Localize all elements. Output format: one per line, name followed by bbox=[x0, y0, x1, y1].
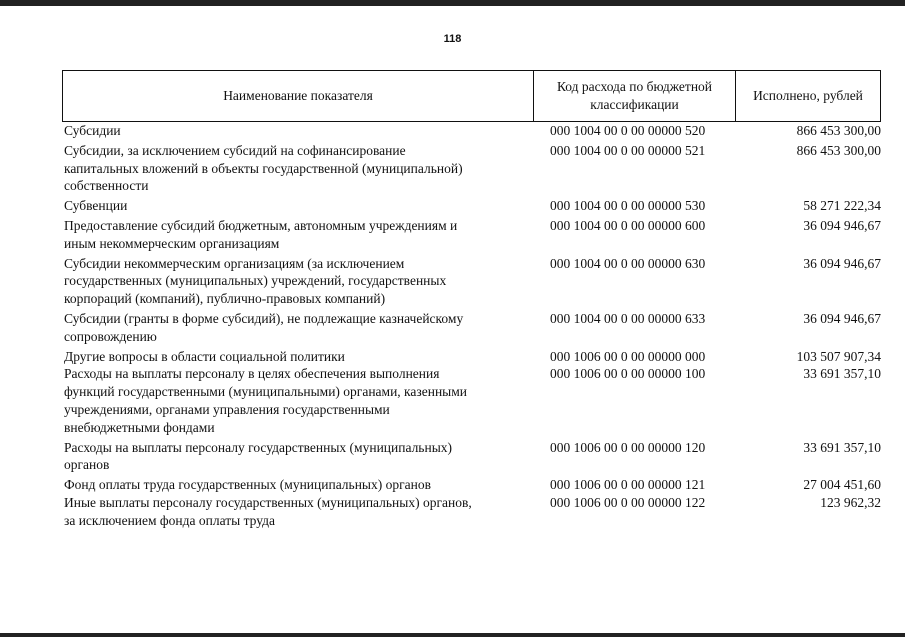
row-executed-amount: 103 507 907,34 bbox=[796, 348, 881, 364]
row-indicator-name-line: капитальных вложений в объекты государственной (муниципальной) bbox=[64, 160, 463, 176]
row-indicator-name bbox=[64, 348, 529, 366]
header-budget-code: Код расхода по бюджетной классификации bbox=[533, 71, 735, 121]
table-header bbox=[62, 70, 881, 122]
row-executed-amount: 33 691 357,10 bbox=[803, 439, 881, 455]
row-indicator-name bbox=[64, 255, 529, 308]
row-indicator-name-line: учреждениями, органами управления государственными bbox=[64, 401, 390, 417]
row-budget-code: 000 1006 00 0 00 00000 000 bbox=[550, 348, 706, 364]
table-row bbox=[62, 255, 881, 310]
page-number: 118 bbox=[443, 33, 462, 45]
table-row bbox=[62, 476, 881, 494]
bottom-border-rule bbox=[0, 633, 905, 637]
row-indicator-name bbox=[64, 142, 529, 195]
row-indicator-name-line: Предоставление субсидий бюджетным, автономным учреждениям и bbox=[64, 217, 458, 233]
table-row bbox=[62, 217, 881, 255]
top-border-rule bbox=[0, 0, 905, 6]
table-row bbox=[62, 122, 881, 142]
row-indicator-name bbox=[64, 494, 529, 530]
row-budget-code: 000 1006 00 0 00 00000 100 bbox=[550, 366, 706, 382]
row-indicator-name-line: за исключением фонда оплаты труда bbox=[64, 512, 275, 528]
row-budget-code: 000 1004 00 0 00 00000 633 bbox=[550, 310, 706, 326]
table-body bbox=[62, 122, 881, 530]
row-indicator-name bbox=[64, 365, 529, 436]
row-indicator-name-line: сопровождению bbox=[64, 328, 157, 344]
header-executed-amount: Исполнено, рублей bbox=[735, 71, 880, 121]
row-indicator-name bbox=[64, 310, 529, 346]
row-executed-amount: 36 094 946,67 bbox=[803, 255, 881, 271]
row-indicator-name-line: Фонд оплаты труда государственных (муниципальных) органов bbox=[64, 477, 431, 493]
table-row bbox=[62, 310, 881, 348]
row-indicator-name-line: Субсидии bbox=[64, 123, 121, 138]
row-budget-code: 000 1004 00 0 00 00000 521 bbox=[550, 142, 706, 158]
row-budget-code: 000 1006 00 0 00 00000 120 bbox=[550, 439, 706, 455]
row-executed-amount: 58 271 222,34 bbox=[803, 198, 881, 214]
row-executed-amount: 36 094 946,67 bbox=[803, 310, 881, 326]
row-indicator-name bbox=[64, 476, 529, 494]
row-indicator-name-line: Субсидии (гранты в форме субсидий), не подлежащие казначейскому bbox=[64, 310, 464, 326]
row-executed-amount: 866 453 300,00 bbox=[796, 123, 881, 138]
row-executed-amount: 123 962,32 bbox=[820, 494, 881, 510]
row-indicator-name bbox=[64, 122, 529, 140]
table-row bbox=[62, 197, 881, 217]
row-executed-amount: 27 004 451,60 bbox=[803, 477, 881, 493]
row-budget-code: 000 1004 00 0 00 00000 600 bbox=[550, 217, 706, 233]
row-executed-amount: 33 691 357,10 bbox=[803, 366, 881, 382]
row-indicator-name-line: иным некоммерческим организациям bbox=[64, 235, 280, 251]
row-indicator-name-line: Другие вопросы в области социальной политики bbox=[64, 348, 345, 364]
row-indicator-name bbox=[64, 439, 529, 475]
row-indicator-name-line: Расходы на выплаты персоналу государственных (муниципальных) bbox=[64, 439, 453, 455]
row-indicator-name-line: государственных (муниципальных) учреждений, государственных bbox=[64, 273, 447, 289]
table-row bbox=[62, 142, 881, 197]
row-budget-code: 000 1004 00 0 00 00000 630 bbox=[550, 255, 706, 271]
row-budget-code: 000 1004 00 0 00 00000 530 bbox=[550, 198, 706, 214]
row-indicator-name-line: Субвенции bbox=[64, 198, 128, 214]
table-row bbox=[62, 348, 881, 366]
row-indicator-name bbox=[64, 217, 529, 253]
row-indicator-name-line: функций государственными (муниципальными) органами, казенными bbox=[64, 384, 468, 400]
row-indicator-name-line: Расходы на выплаты персоналу в целях обеспечения выполнения bbox=[64, 366, 440, 382]
row-executed-amount: 36 094 946,67 bbox=[803, 217, 881, 233]
row-indicator-name bbox=[64, 197, 529, 215]
row-budget-code: 000 1004 00 0 00 00000 520 bbox=[550, 123, 706, 138]
row-budget-code: 000 1006 00 0 00 00000 121 bbox=[550, 477, 706, 493]
row-indicator-name-line: органов bbox=[64, 457, 110, 473]
row-indicator-name-line: Субсидии, за исключением субсидий на софинансирование bbox=[64, 142, 406, 158]
row-indicator-name-line: собственности bbox=[64, 178, 149, 194]
table-row bbox=[62, 439, 881, 477]
table-row bbox=[62, 494, 881, 530]
row-executed-amount: 866 453 300,00 bbox=[796, 142, 881, 158]
row-indicator-name-line: внебюджетными фондами bbox=[64, 419, 215, 435]
header-indicator-name: Наименование показателя bbox=[223, 88, 373, 103]
table-row bbox=[62, 365, 881, 438]
row-budget-code: 000 1006 00 0 00 00000 122 bbox=[550, 494, 706, 510]
row-indicator-name-line: корпораций (компаний), публично-правовых компаний) bbox=[64, 291, 386, 307]
row-indicator-name-line: Субсидии некоммерческим организациям (за исключением bbox=[64, 255, 405, 271]
row-indicator-name-line: Иные выплаты персоналу государственных (муниципальных) органов, bbox=[64, 494, 472, 510]
